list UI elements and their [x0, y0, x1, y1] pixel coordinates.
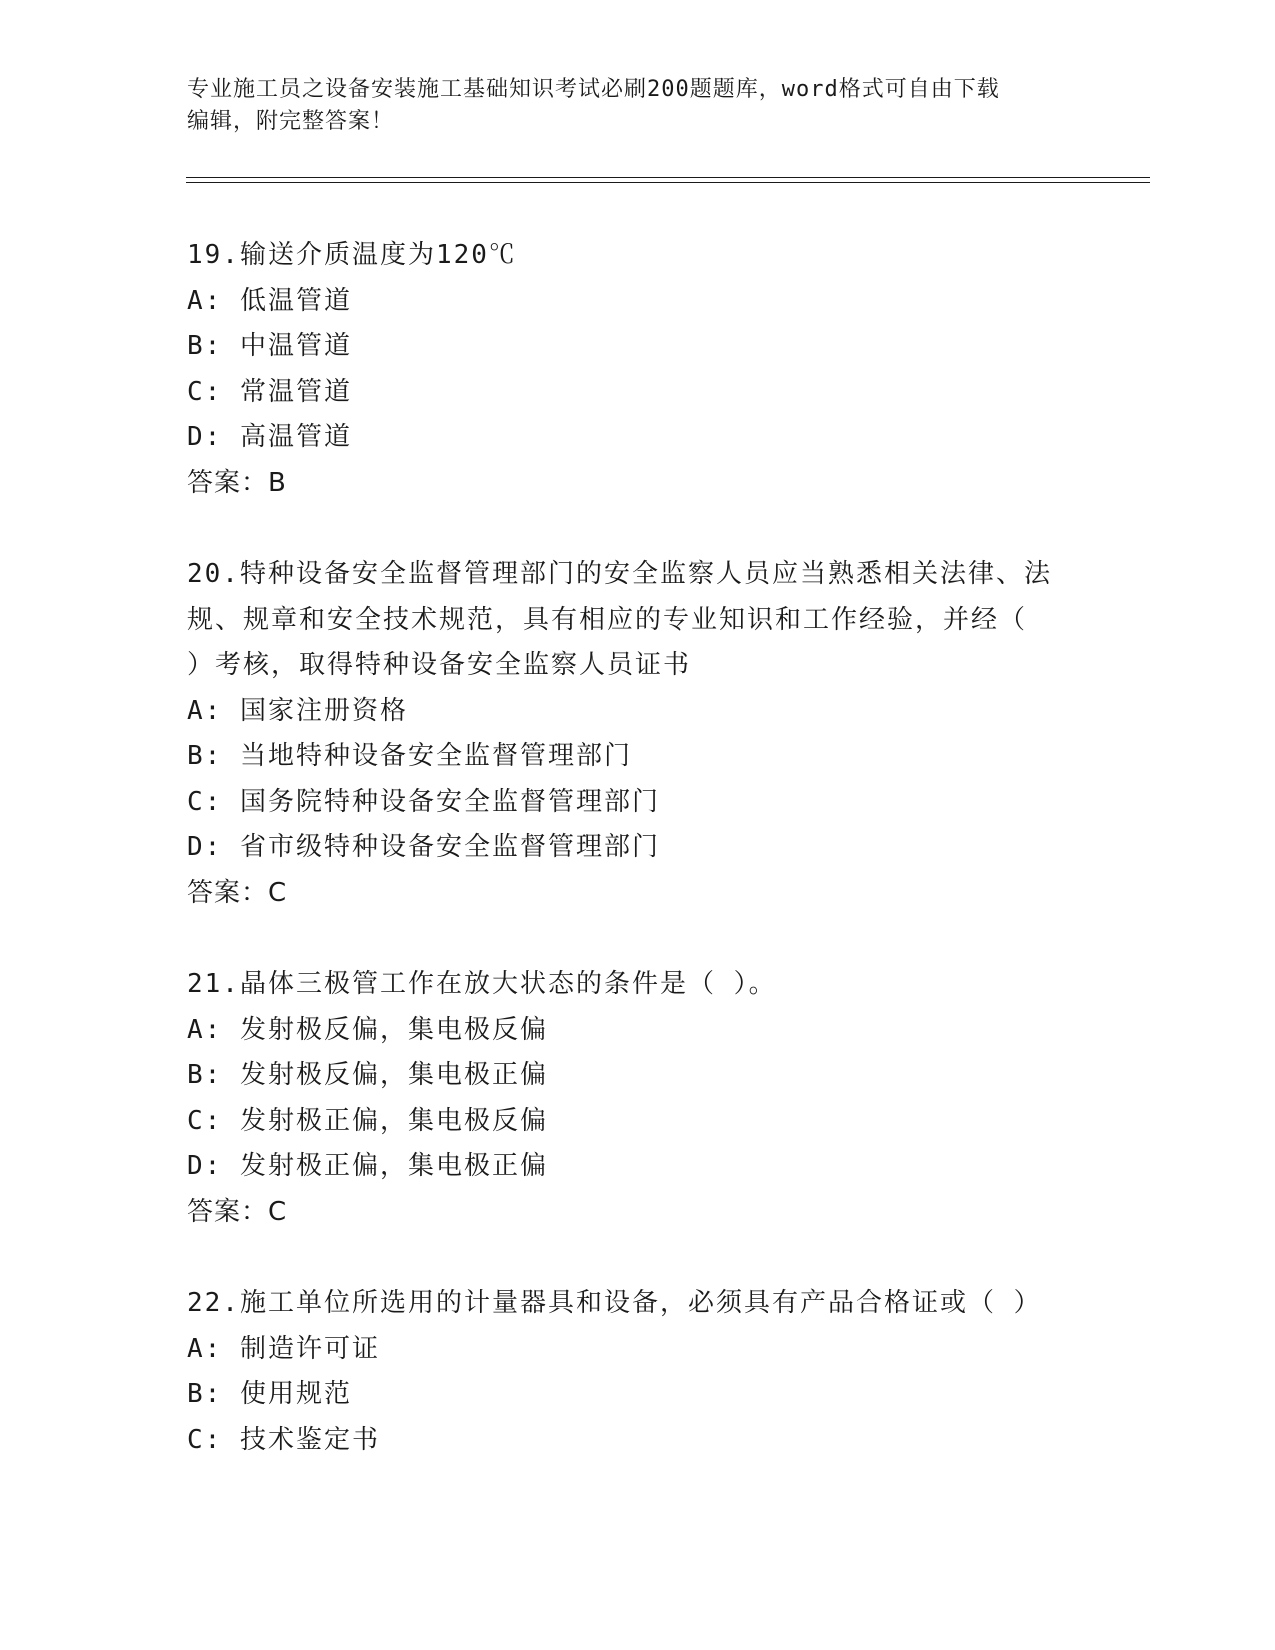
option-d: D: 发射极正偏，集电极正偏: [187, 1151, 548, 1181]
question-22: [187, 1281, 1087, 1463]
answer-label: 答案：B: [187, 467, 287, 498]
option-a: A: 低温管道: [187, 285, 352, 316]
question-stem: 19.输送介质温度为120℃: [187, 240, 517, 270]
header-divider-bottom: [186, 182, 1150, 183]
question-21: [187, 962, 1087, 1235]
question-20: [187, 552, 1087, 916]
option-b: B: 当地特种设备安全监督管理部门: [187, 741, 632, 771]
document-header: [187, 74, 1087, 138]
question-stem: 22.施工单位所选用的计量器具和设备，必须具有产品合格证或（ ）: [187, 1288, 1042, 1318]
option-c: C: 常温管道: [187, 376, 352, 407]
header-line-2: 编辑，附完整答案！: [187, 109, 395, 134]
option-a: A: 发射极反偏，集电极反偏: [187, 1014, 548, 1045]
question-stem-line-2: 规、规章和安全技术规范，具有相应的专业知识和工作经验，并经（: [187, 604, 1028, 635]
answer-label: 答案：C: [187, 877, 288, 908]
option-a: A: 国家注册资格: [187, 695, 408, 726]
header-divider-top: [186, 177, 1150, 178]
option-b: B: 发射极反偏，集电极正偏: [187, 1060, 548, 1090]
header-line-1: 专业施工员之设备安装施工基础知识考试必刷200题题库，word格式可自由下载: [187, 77, 1000, 102]
question-19: [187, 233, 1087, 506]
question-stem-line-1: 20.特种设备安全监督管理部门的安全监察人员应当熟悉相关法律、法: [187, 559, 1052, 589]
option-c: C: 国务院特种设备安全监督管理部门: [187, 786, 660, 817]
question-stem-line-3: ）考核，取得特种设备安全监察人员证书: [187, 650, 692, 680]
question-list: [187, 233, 1087, 1509]
answer-label: 答案：C: [187, 1196, 288, 1227]
option-c: C: 技术鉴定书: [187, 1424, 380, 1455]
option-d: D: 省市级特种设备安全监督管理部门: [187, 832, 660, 862]
option-d: D: 高温管道: [187, 422, 352, 452]
option-b: B: 使用规范: [187, 1379, 352, 1409]
option-a: A: 制造许可证: [187, 1333, 380, 1364]
option-b: B: 中温管道: [187, 331, 352, 361]
option-c: C: 发射极正偏，集电极反偏: [187, 1105, 548, 1136]
question-stem: 21.晶体三极管工作在放大状态的条件是（ ）。: [187, 969, 777, 999]
